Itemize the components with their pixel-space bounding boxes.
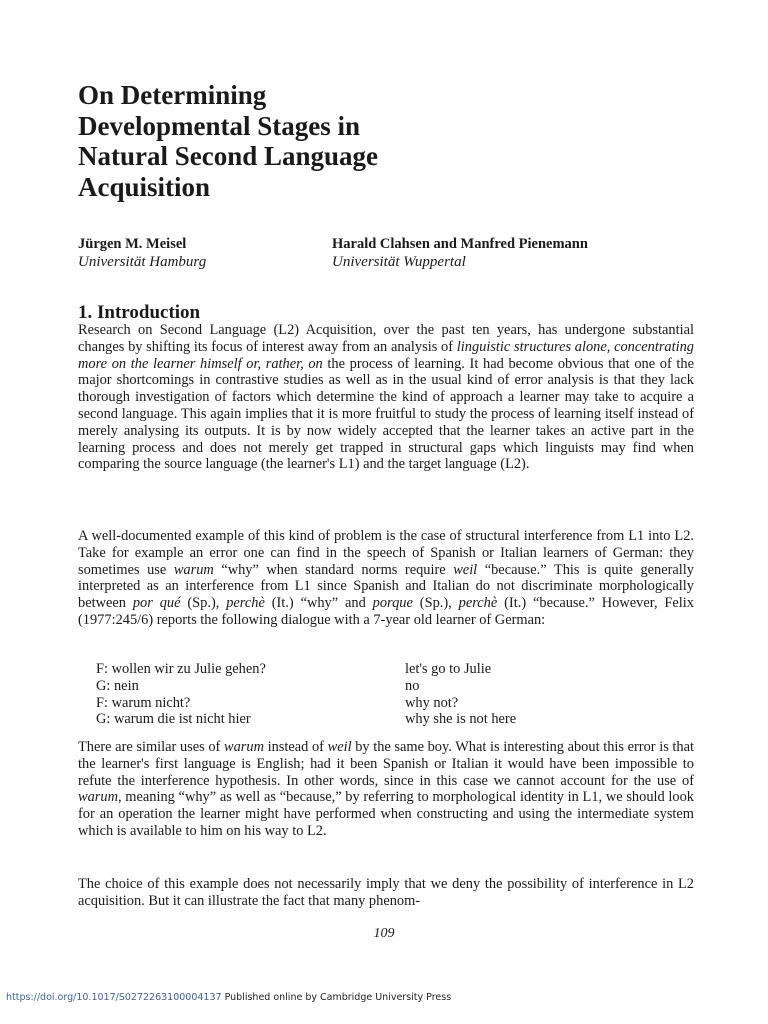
dialogue-english: no <box>405 677 420 694</box>
italic-term: warum, <box>78 789 122 806</box>
text-run: by the same boy. What is interesting about this error is that the learner's first language is English; had it been Spanish or Italian it would have been impossible to refute the interference hypothesis. In other words, since in this case we cannot account for the use of <box>78 739 694 789</box>
dialogue-english: let's go to Julie <box>405 661 492 677</box>
text-run: instead of <box>263 739 328 755</box>
dialogue-german: G: nein <box>96 677 139 694</box>
author-affiliation: Universität Wuppertal <box>332 253 466 270</box>
text-run: There are similar uses of <box>78 739 224 755</box>
italic-term: porque <box>372 595 413 612</box>
title-line: Natural Second Language <box>78 141 379 171</box>
italic-term: warum <box>223 739 264 755</box>
italic-term: weil <box>327 739 352 755</box>
dialogue-line <box>96 661 656 678</box>
text-run: Research on Second Language (L2) Acquisition, over the past ten years, has undergone substantial changes by shifting its focus of interest away from an analysis of <box>78 322 694 355</box>
paragraph-3 <box>78 739 694 840</box>
text-run: “because.” This is quite generally interpreted as an interference from L1 since Spanish and Italian do not discriminate morphologically between <box>78 561 694 612</box>
text-run: (Sp.), <box>180 595 227 612</box>
dialogue-german: G: warum die ist nicht hier <box>96 711 251 728</box>
italic-term: por qué <box>132 595 181 612</box>
dialogue-example <box>96 661 656 728</box>
dialogue-line <box>96 678 656 695</box>
text-run: (Sp.), <box>412 595 459 612</box>
text-run: A well-documented example of this kind of problem is the case of structural interference from L1 into L2. Take for example an error one can find in the speech of Spanish or Italian learners of German: they sometimes use <box>78 528 694 578</box>
title-line: On Determining <box>78 80 267 110</box>
paragraph-2 <box>78 528 694 629</box>
paragraph-1 <box>78 322 694 473</box>
title-line: Developmental Stages in <box>78 110 360 141</box>
doi-link[interactable]: https://doi.org/10.1017/S0272263100004137 <box>6 992 222 1003</box>
text-run: meaning “why” as well as “because,” by referring to morphological identity in L1, we should look for an operation the learner might have performed when constructing and using the intermediate system which is available to him on his way to L2. <box>78 789 694 839</box>
footer-citation <box>6 992 451 1003</box>
italic-term: warum <box>173 561 214 578</box>
text-run: the process of learning. It had become obvious that one of the major shortcomings in contrastive studies as well as in the usual kind of error analysis is that they lack thorough investigation of factors which determine the kind of approach a learner may take to acquire a second language. This again implies that it is more fruitful to study the process of learning itself instead of merely analysing its outputs. It is by now widely accepted that the learner takes an active part in the learning process and does not merely get trapped in structural gaps which linguists may find when comparing the source language (the learner's L1) and the target language (L2). <box>78 355 695 473</box>
dialogue-english: why she is not here <box>405 711 517 728</box>
article-title <box>78 80 638 202</box>
italic-run: linguistic structures alone, concentrating more on the learner himself or, rather, on <box>78 338 695 372</box>
dialogue-english: why not? <box>405 694 459 711</box>
italic-term: perchè <box>226 595 265 612</box>
author-affiliation: Universität Hamburg <box>78 253 207 270</box>
section-heading: 1. Introduction <box>78 302 201 323</box>
dialogue-german: F: warum nicht? <box>96 694 191 711</box>
paragraph-4 <box>78 876 694 910</box>
dialogue-line <box>96 695 656 712</box>
author-meisel <box>78 236 206 271</box>
publisher-note: Published online by Cambridge University Press <box>221 992 452 1003</box>
author-clahsen-pienemann <box>332 236 588 271</box>
page-number: 109 <box>373 926 395 941</box>
title-line: Acquisition <box>78 171 211 202</box>
italic-term: weil <box>453 561 478 578</box>
author-name: Jürgen M. Meisel <box>78 236 187 252</box>
text-run: (It.) “because.” However, Felix (1977:245/6) reports the following dialogue with a 7-year old learner of German: <box>78 595 694 628</box>
text-run: (It.) “why” and <box>264 595 373 612</box>
text-run: The choice of this example does not necessarily imply that we deny the possibility of interference in L2 acquisition. But it can illustrate the fact that many phenom- <box>78 876 694 909</box>
italic-term: perchè <box>458 595 498 612</box>
dialogue-line <box>96 711 656 728</box>
author-name: Harald Clahsen and Manfred Pienemann <box>332 236 588 252</box>
text-run: “why” when standard norms require <box>213 561 454 578</box>
dialogue-german: F: wollen wir zu Julie gehen? <box>96 661 266 677</box>
